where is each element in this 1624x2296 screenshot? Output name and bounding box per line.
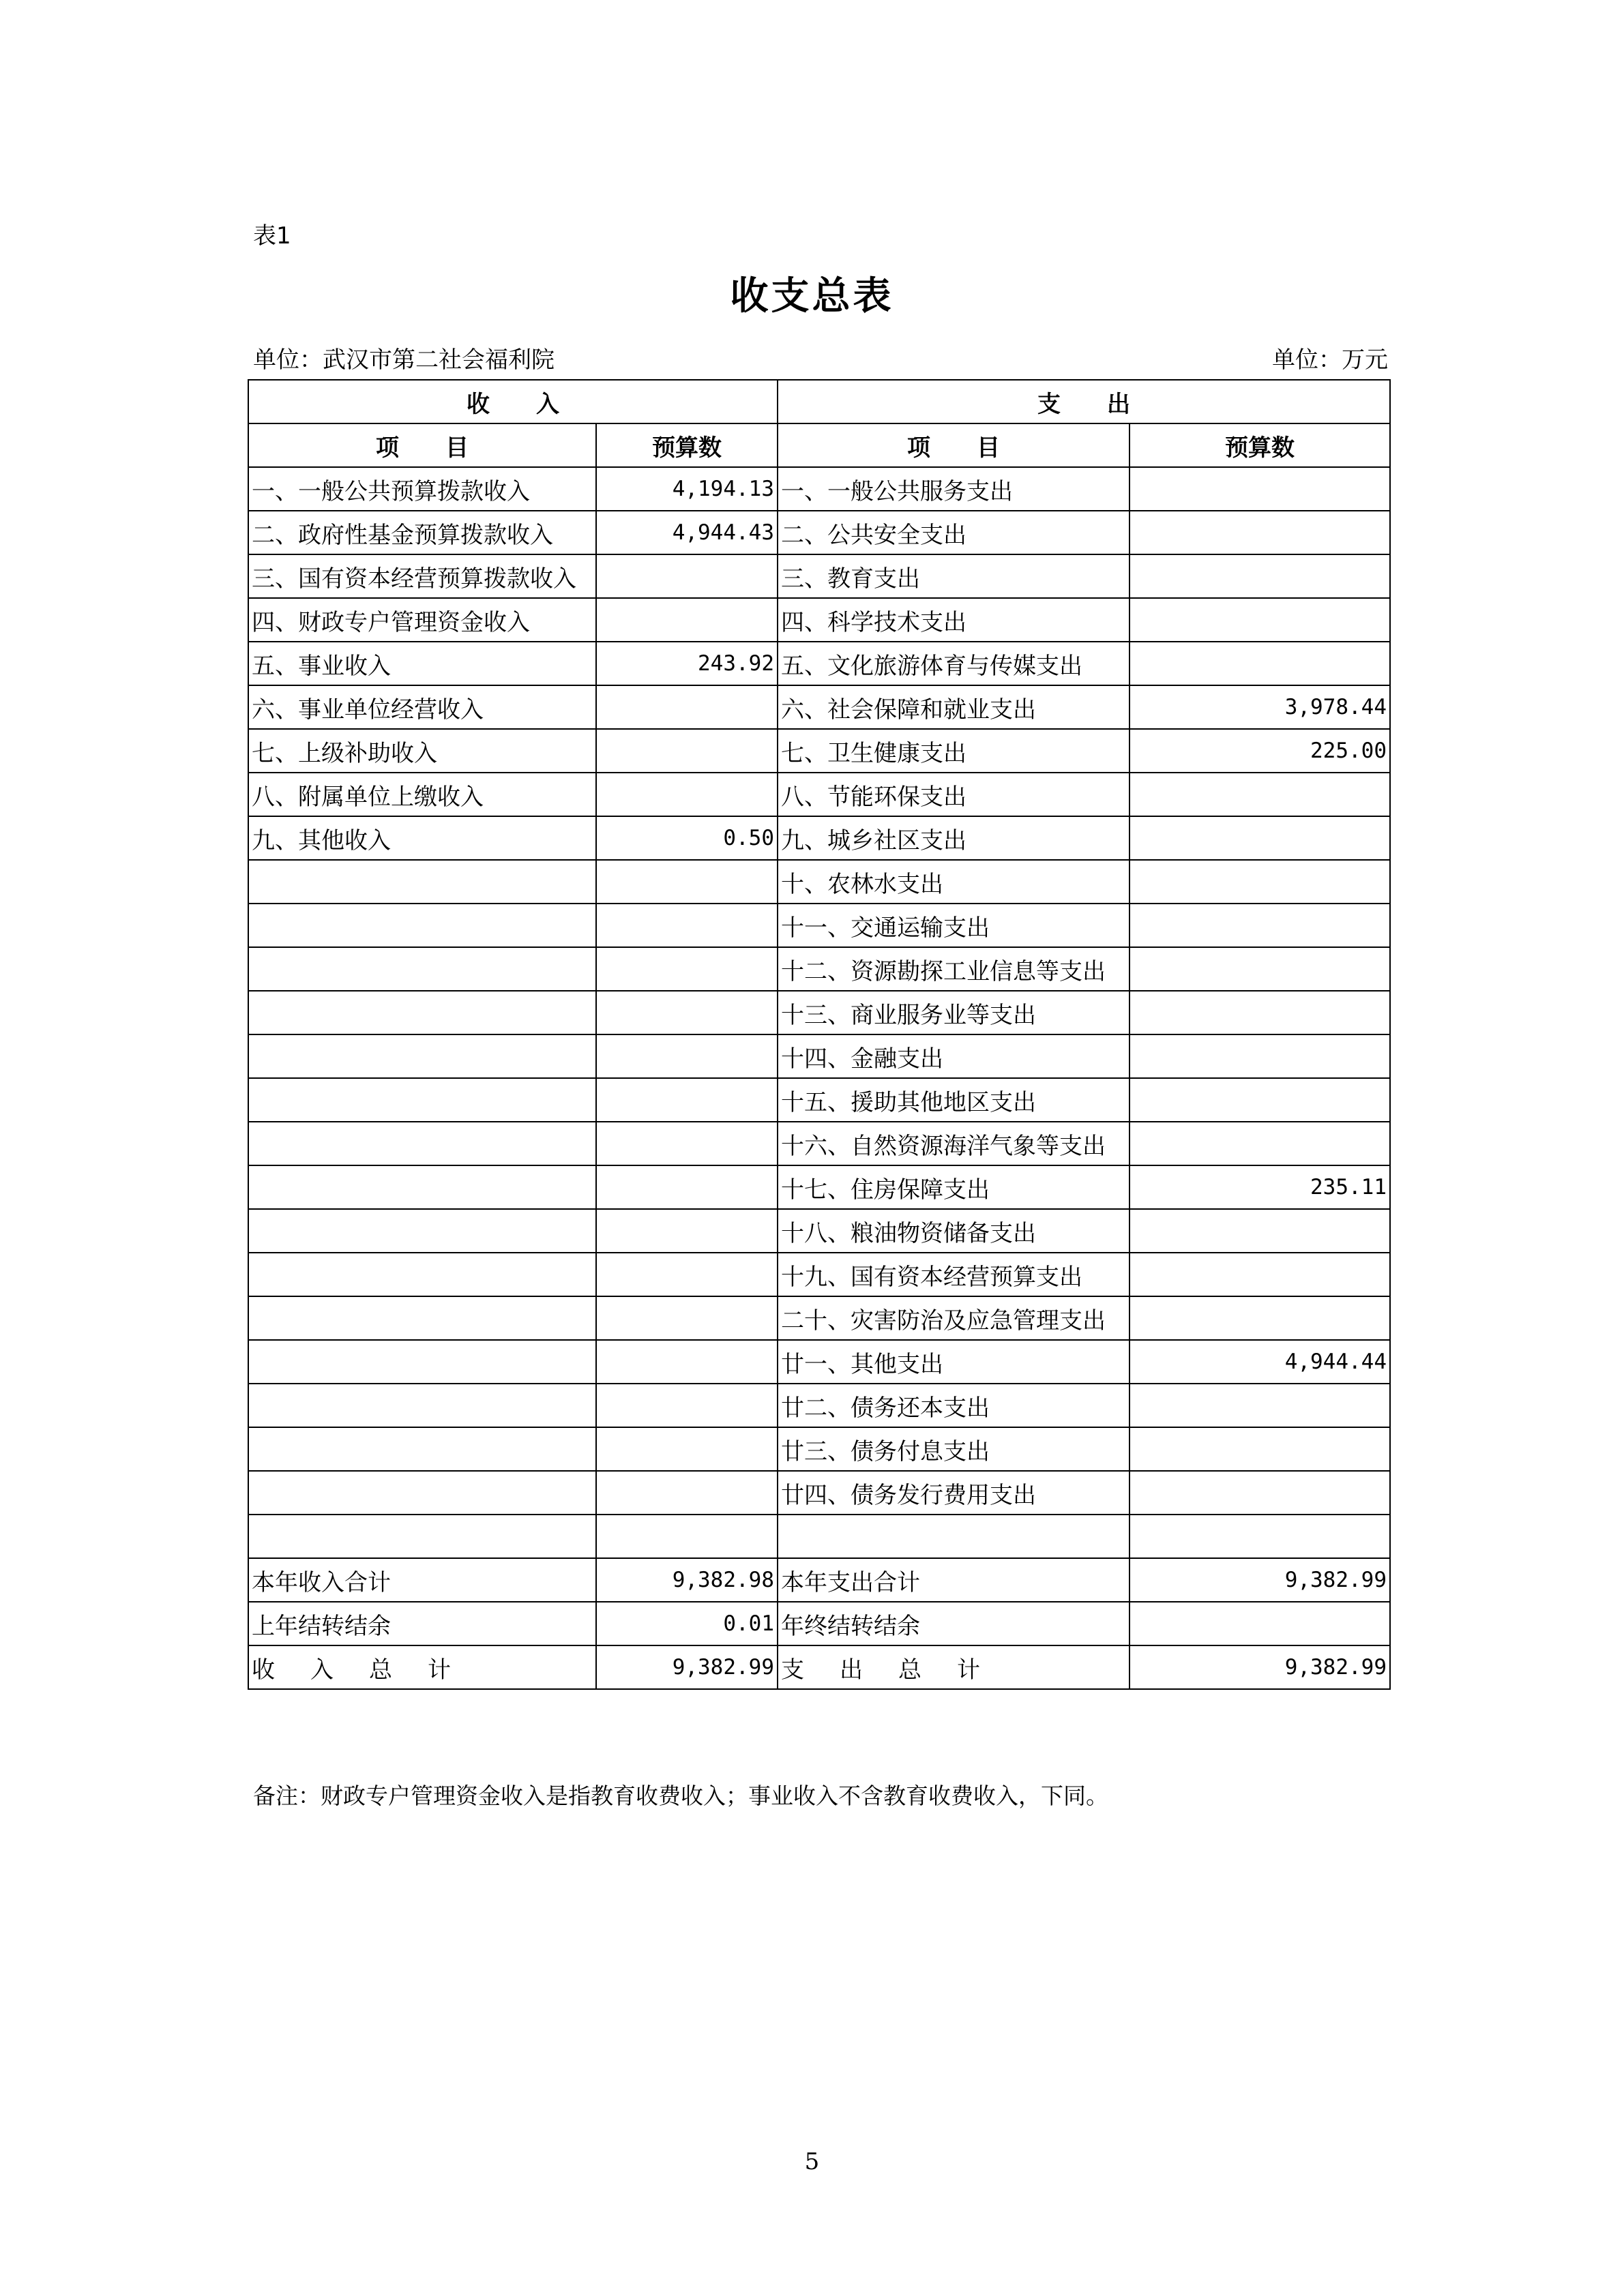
income-item-cell <box>248 860 596 904</box>
income-header: 收 入 <box>248 380 778 423</box>
income-amount-cell: 0.50 <box>596 816 778 860</box>
income-amount-cell: 0.01 <box>596 1602 778 1645</box>
expense-item-cell: 五、文化旅游体育与传媒支出 <box>778 642 1130 685</box>
income-amount-cell <box>596 904 778 947</box>
expense-amount-cell: 9,382.99 <box>1130 1558 1390 1602</box>
expense-amount-cell <box>1130 1427 1390 1471</box>
table-row <box>248 1427 1390 1471</box>
income-amount-cell <box>596 1471 778 1515</box>
income-item-cell: 一、一般公共预算拨款收入 <box>248 467 596 511</box>
expense-total-label: 支出总计 <box>778 1645 1130 1689</box>
income-item-cell <box>248 1340 596 1384</box>
expense-amount-cell <box>1130 1209 1390 1253</box>
organization-unit: 单位：武汉市第二社会福利院 <box>253 346 555 374</box>
table-row <box>248 773 1390 816</box>
income-amount-cell <box>596 1165 778 1209</box>
table-row <box>248 1165 1390 1209</box>
expense-amount-cell <box>1130 598 1390 642</box>
expense-item-cell: 八、节能环保支出 <box>778 773 1130 816</box>
income-amount-cell <box>596 1122 778 1165</box>
table-row <box>248 1078 1390 1122</box>
income-item-cell: 九、其他收入 <box>248 816 596 860</box>
income-item-cell: 二、政府性基金预算拨款收入 <box>248 511 596 554</box>
income-amount-cell <box>596 598 778 642</box>
expense-item-cell <box>778 1515 1130 1558</box>
expense-item-cell: 廿三、债务付息支出 <box>778 1427 1130 1471</box>
table-row <box>248 729 1390 773</box>
table-row <box>248 991 1390 1034</box>
table-row <box>248 642 1390 685</box>
income-amount-cell <box>596 1209 778 1253</box>
table-row <box>248 1602 1390 1645</box>
income-item-cell <box>248 991 596 1034</box>
expense-item-cell: 十二、资源勘探工业信息等支出 <box>778 947 1130 991</box>
budget-table <box>248 379 1391 1690</box>
income-item-cell <box>248 1384 596 1427</box>
expense-amount-cell <box>1130 1602 1390 1645</box>
expense-item-cell: 二十、灾害防治及应急管理支出 <box>778 1296 1130 1340</box>
expense-amount-cell <box>1130 860 1390 904</box>
expense-amount-cell: 4,944.44 <box>1130 1340 1390 1384</box>
table-number: 表1 <box>253 222 291 250</box>
grand-total-row <box>248 1645 1390 1689</box>
income-amount-cell <box>596 1340 778 1384</box>
table-row <box>248 860 1390 904</box>
table-row <box>248 1253 1390 1296</box>
income-amount-cell <box>596 1253 778 1296</box>
expense-item-cell: 七、卫生健康支出 <box>778 729 1130 773</box>
income-total-amount: 9,382.99 <box>596 1645 778 1689</box>
income-item-cell: 七、上级补助收入 <box>248 729 596 773</box>
expense-item-col-header: 项 目 <box>778 423 1130 467</box>
income-item-cell <box>248 1515 596 1558</box>
income-item-cell <box>248 1122 596 1165</box>
expense-item-cell: 四、科学技术支出 <box>778 598 1130 642</box>
income-amount-cell <box>596 685 778 729</box>
expense-amount-cell <box>1130 1253 1390 1296</box>
income-amount-col-header: 预算数 <box>596 423 778 467</box>
income-amount-cell: 4,194.13 <box>596 467 778 511</box>
income-item-cell <box>248 947 596 991</box>
income-item-cell <box>248 1253 596 1296</box>
table-row <box>248 1209 1390 1253</box>
expense-item-cell: 廿二、债务还本支出 <box>778 1384 1130 1427</box>
table-row <box>248 554 1390 598</box>
income-item-cell <box>248 1427 596 1471</box>
expense-header: 支 出 <box>778 380 1390 423</box>
income-amount-cell <box>596 1515 778 1558</box>
expense-amount-col-header: 预算数 <box>1130 423 1390 467</box>
expense-item-cell: 六、社会保障和就业支出 <box>778 685 1130 729</box>
income-amount-cell <box>596 991 778 1034</box>
expense-amount-cell <box>1130 467 1390 511</box>
income-item-cell: 本年收入合计 <box>248 1558 596 1602</box>
income-item-cell <box>248 1471 596 1515</box>
expense-amount-cell <box>1130 1034 1390 1078</box>
table-row <box>248 1471 1390 1515</box>
expense-amount-cell <box>1130 1078 1390 1122</box>
expense-item-cell: 十七、住房保障支出 <box>778 1165 1130 1209</box>
column-header-row <box>248 423 1390 467</box>
table-row <box>248 511 1390 554</box>
footnote: 备注：财政专户管理资金收入是指教育收费收入；事业收入不含教育收费收入，下同。 <box>253 1783 1108 1809</box>
income-amount-cell <box>596 1384 778 1427</box>
table-row <box>248 1384 1390 1427</box>
income-item-cell <box>248 1296 596 1340</box>
table-row <box>248 1296 1390 1340</box>
expense-item-cell: 廿一、其他支出 <box>778 1340 1130 1384</box>
expense-item-cell: 一、一般公共服务支出 <box>778 467 1130 511</box>
income-item-cell: 八、附属单位上缴收入 <box>248 773 596 816</box>
expense-item-cell: 十三、商业服务业等支出 <box>778 991 1130 1034</box>
table-row <box>248 467 1390 511</box>
expense-item-cell: 三、教育支出 <box>778 554 1130 598</box>
income-amount-cell <box>596 1078 778 1122</box>
income-item-cell <box>248 1165 596 1209</box>
expense-item-cell: 十四、金融支出 <box>778 1034 1130 1078</box>
expense-item-cell: 十一、交通运输支出 <box>778 904 1130 947</box>
income-amount-cell <box>596 1427 778 1471</box>
expense-item-cell: 年终结转结余 <box>778 1602 1130 1645</box>
income-amount-cell: 9,382.98 <box>596 1558 778 1602</box>
income-item-cell <box>248 1078 596 1122</box>
expense-item-cell: 九、城乡社区支出 <box>778 816 1130 860</box>
income-item-cell: 六、事业单位经营收入 <box>248 685 596 729</box>
expense-amount-cell <box>1130 1384 1390 1427</box>
expense-amount-cell: 3,978.44 <box>1130 685 1390 729</box>
expense-amount-cell <box>1130 554 1390 598</box>
table-row <box>248 1558 1390 1602</box>
expense-amount-cell <box>1130 773 1390 816</box>
section-header-row <box>248 380 1390 423</box>
expense-amount-cell <box>1130 511 1390 554</box>
table-row <box>248 1034 1390 1078</box>
income-item-col-header: 项 目 <box>248 423 596 467</box>
table-row <box>248 816 1390 860</box>
budget-table-body <box>248 467 1390 1645</box>
income-amount-cell <box>596 1034 778 1078</box>
income-amount-cell <box>596 729 778 773</box>
page-title: 收支总表 <box>730 273 894 318</box>
expense-item-cell: 十八、粮油物资储备支出 <box>778 1209 1130 1253</box>
expense-amount-cell <box>1130 1515 1390 1558</box>
income-amount-cell <box>596 773 778 816</box>
income-item-cell <box>248 904 596 947</box>
income-item-cell <box>248 1034 596 1078</box>
expense-amount-cell <box>1130 1122 1390 1165</box>
income-amount-cell <box>596 947 778 991</box>
expense-amount-cell <box>1130 947 1390 991</box>
income-item-cell <box>248 1209 596 1253</box>
income-item-cell: 上年结转结余 <box>248 1602 596 1645</box>
income-item-cell: 五、事业收入 <box>248 642 596 685</box>
income-item-cell: 三、国有资本经营预算拨款收入 <box>248 554 596 598</box>
expense-amount-cell <box>1130 1296 1390 1340</box>
expense-item-cell: 廿四、债务发行费用支出 <box>778 1471 1130 1515</box>
table-row <box>248 598 1390 642</box>
table-row <box>248 1515 1390 1558</box>
income-amount-cell <box>596 554 778 598</box>
expense-amount-cell: 225.00 <box>1130 729 1390 773</box>
expense-item-cell: 本年支出合计 <box>778 1558 1130 1602</box>
table-row <box>248 1340 1390 1384</box>
table-row <box>248 1122 1390 1165</box>
expense-item-cell: 十九、国有资本经营预算支出 <box>778 1253 1130 1296</box>
expense-item-cell: 十六、自然资源海洋气象等支出 <box>778 1122 1130 1165</box>
income-amount-cell: 243.92 <box>596 642 778 685</box>
expense-amount-cell <box>1130 1471 1390 1515</box>
table-row <box>248 947 1390 991</box>
table-row <box>248 685 1390 729</box>
table-row <box>248 904 1390 947</box>
income-amount-cell: 4,944.43 <box>596 511 778 554</box>
currency-unit: 单位：万元 <box>1272 346 1388 374</box>
income-amount-cell <box>596 860 778 904</box>
expense-amount-cell <box>1130 904 1390 947</box>
income-amount-cell <box>596 1296 778 1340</box>
expense-amount-cell: 235.11 <box>1130 1165 1390 1209</box>
expense-item-cell: 十五、援助其他地区支出 <box>778 1078 1130 1122</box>
expense-item-cell: 二、公共安全支出 <box>778 511 1130 554</box>
expense-amount-cell <box>1130 642 1390 685</box>
expense-amount-cell <box>1130 816 1390 860</box>
expense-total-amount: 9,382.99 <box>1130 1645 1390 1689</box>
page-number: 5 <box>804 2148 820 2175</box>
expense-amount-cell <box>1130 991 1390 1034</box>
income-total-label: 收入总计 <box>248 1645 596 1689</box>
income-item-cell: 四、财政专户管理资金收入 <box>248 598 596 642</box>
expense-item-cell: 十、农林水支出 <box>778 860 1130 904</box>
